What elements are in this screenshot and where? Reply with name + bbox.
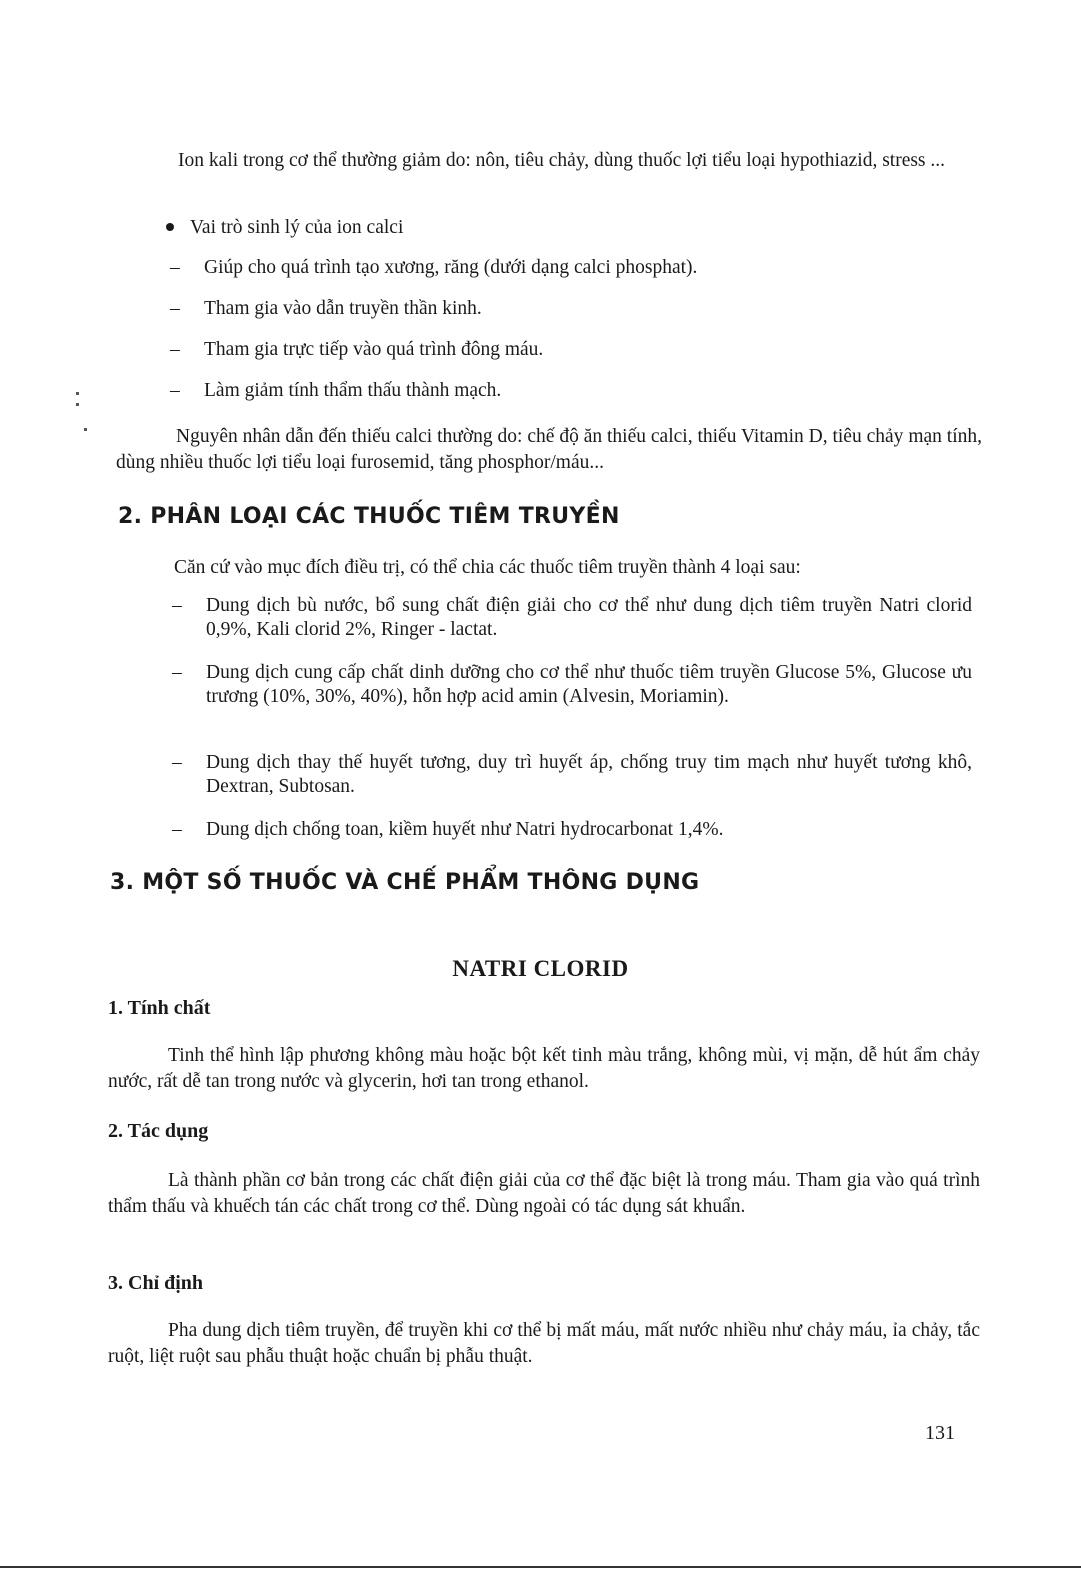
- indication-heading: 3. Chỉ định: [108, 1272, 204, 1294]
- infusion-type-item: – Dung dịch thay thế huyết tương, duy trì huyết áp, chống truy tim mạch như huyết tương khô, Dextran, Subtosan.: [172, 752, 972, 797]
- effect-paragraph: Là thành phần cơ bản trong các chất điện giải của cơ thể đặc biệt là trong máu. Tham gia vào quá trình thẩm thấu và khuếch tán các chất trong cơ thể. Dùng ngoài có tác dụng sát khuẩn.: [108, 1170, 980, 1217]
- infusion-type-item: – Dung dịch chống toan, kiềm huyết như Natri hydrocarbonat 1,4%.: [172, 819, 724, 840]
- calci-bullet: Vai trò sinh lý của ion calci: [166, 215, 403, 241]
- intro-paragraph: Ion kali trong cơ thể thường giảm do: nôn, tiêu chảy, dùng thuốc lợi tiểu loại hypothiazid, stress ...: [178, 150, 946, 171]
- property-paragraph: Tinh thể hình lập phương không màu hoặc bột kết tinh màu trắng, không mùi, vị mặn, dễ hút ẩm chảy nước, rất dễ tan trong nước và glycerin, hơi tan trong ethanol.: [108, 1045, 980, 1092]
- scan-speck: [84, 428, 87, 431]
- infusion-type-item: – Dung dịch bù nước, bổ sung chất điện giải cho cơ thể như dung dịch tiêm truyền Natri clorid 0,9%, Kali clorid 2%, Ringer - lactat.: [172, 595, 972, 640]
- effect-heading: 2. Tác dụng: [108, 1120, 209, 1142]
- page-number: 131: [925, 1422, 955, 1444]
- infusion-type-item: – Dung dịch cung cấp chất dinh dưỡng cho cơ thể như thuốc tiêm truyền Glucose 5%, Glucose ưu trương (10%, 30%, 40%), hỗn hợp acid amin (Alvesin, Moriamin).: [172, 662, 972, 707]
- scan-bottom-edge: [0, 1566, 1081, 1568]
- calci-role-item: – Làm giảm tính thẩm thấu thành mạch.: [170, 380, 502, 401]
- indication-paragraph: Pha dung dịch tiêm truyền, để truyền khi cơ thể bị mất máu, mất nước nhiều như chảy máu, ỉa chảy, tắc ruột, liệt ruột sau phẫu thuật hoặc chuẩn bị phẫu thuật.: [108, 1320, 980, 1367]
- section-2-heading: 2. PHÂN LOẠI CÁC THUỐC TIÊM TRUYỀN: [118, 504, 620, 529]
- bullet-dot-icon: [166, 223, 174, 231]
- scan-speck: [76, 392, 79, 395]
- scan-speck: [76, 403, 79, 406]
- section-3-heading: 3. MỘT SỐ THUỐC VÀ CHẾ PHẨM THÔNG DỤNG: [110, 870, 700, 895]
- calci-cause-paragraph: Nguyên nhân dẫn đến thiếu calci thường do: chế độ ăn thiếu calci, thiếu Vitamin D, tiêu chảy mạn tính, dùng nhiều thuốc lợi tiểu loại furosemid, tăng phosphor/máu...: [116, 426, 982, 473]
- calci-role-item: – Tham gia vào dẫn truyền thần kinh.: [170, 298, 482, 319]
- drug-title: NATRI CLORID: [452, 956, 629, 981]
- property-heading: 1. Tính chất: [108, 997, 211, 1019]
- section-2-intro: Căn cứ vào mục đích điều trị, có thể chia các thuốc tiêm truyền thành 4 loại sau:: [174, 557, 801, 578]
- calci-role-item: – Giúp cho quá trình tạo xương, răng (dưới dạng calci phosphat).: [170, 257, 698, 278]
- calci-role-item: – Tham gia trực tiếp vào quá trình đông máu.: [170, 339, 544, 360]
